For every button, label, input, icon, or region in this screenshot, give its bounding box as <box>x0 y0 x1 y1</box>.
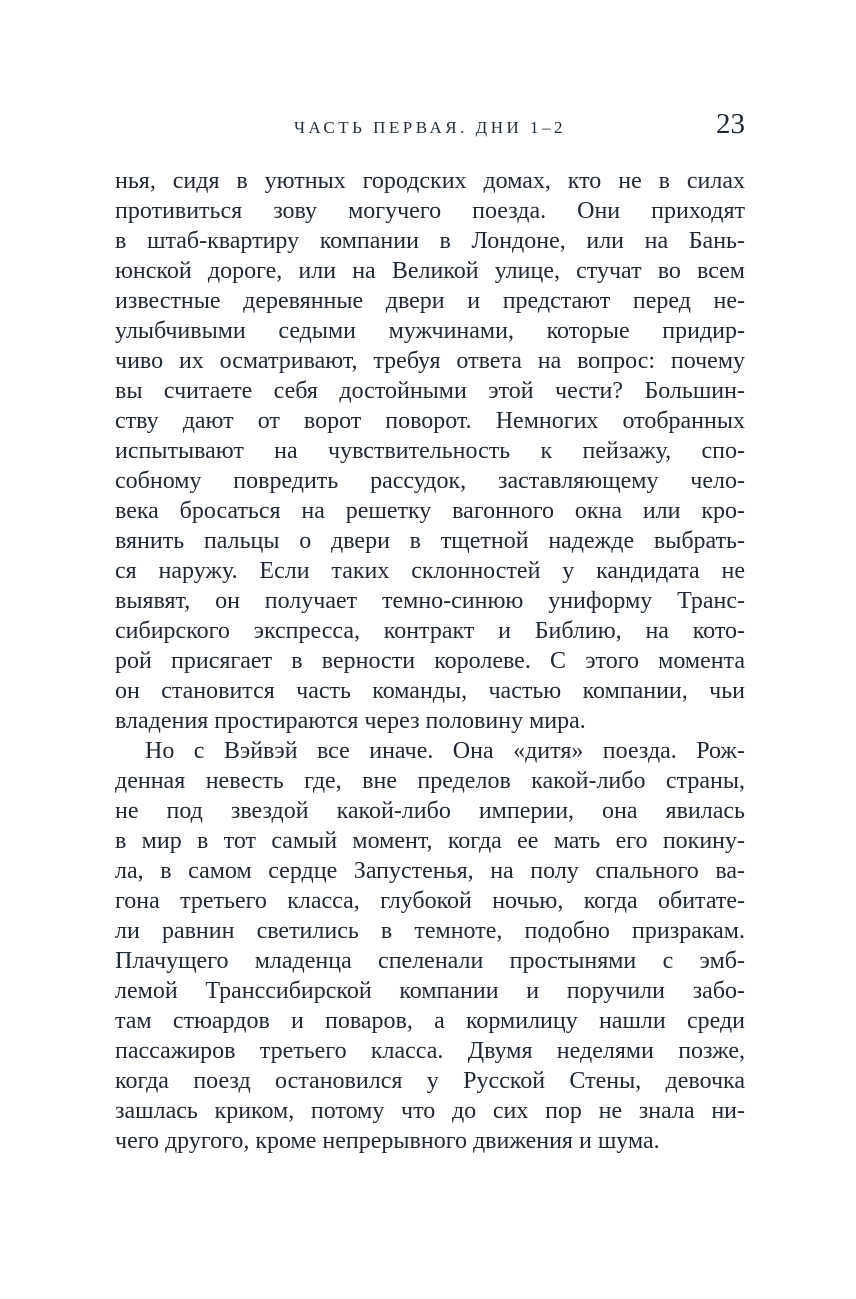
text-line: лемой Транссибирской компании и поручили забо- <box>115 978 745 1004</box>
text-line: гона третьего класса, глубокой ночью, когда обитате- <box>115 888 745 914</box>
text-line: собному повредить рассудок, заставляющему чело- <box>115 468 745 494</box>
text-line: вянить пальцы о двери в тщетной надежде выбрать- <box>115 528 745 554</box>
text-line: юнской дороге, или на Великой улице, стучат во всем <box>115 258 745 284</box>
running-header <box>115 108 745 144</box>
text-line: владения простираются через половину мира. <box>115 708 586 734</box>
text-line: рой присягает в верности королеве. С этого момента <box>115 648 745 674</box>
text-line: ли равнин светились в темноте, подобно призракам. <box>115 918 745 944</box>
text-line: известные деревянные двери и предстают перед не- <box>115 288 745 314</box>
text-line: чиво их осматривают, требуя ответа на вопрос: почему <box>115 348 745 374</box>
text-line: сибирского экспресса, контракт и Библию, на кото- <box>115 618 745 644</box>
text-line: там стюардов и поваров, а кормилицу нашли среди <box>115 1008 745 1034</box>
chapter-title: ЧАСТЬ ПЕРВАЯ. ДНИ 1–2 <box>293 118 567 137</box>
text-line: противиться зову могучего поезда. Они приходят <box>115 198 745 224</box>
page-number: 23 <box>716 108 745 140</box>
text-line: нья, сидя в уютных городских домах, кто не в силах <box>115 168 745 194</box>
text-line: денная невесть где, вне пределов какой-либо страны, <box>115 768 745 794</box>
text-line: чего другого, кроме непрерывного движения и шума. <box>115 1128 660 1154</box>
text-line: ся наружу. Если таких склонностей у кандидата не <box>115 558 745 584</box>
text-line: вы считаете себя достойными этой чести? Большин- <box>115 378 745 404</box>
text-line: ла, в самом сердце Запустенья, на полу спального ва- <box>115 858 745 884</box>
text-line: улыбчивыми седыми мужчинами, которые придир- <box>115 318 745 344</box>
text-line: ству дают от ворот поворот. Немногих отобранных <box>115 408 745 434</box>
body-text <box>115 166 745 1156</box>
text-line: в мир в тот самый момент, когда ее мать его покину- <box>115 828 745 854</box>
text-line: испытывают на чувствительность к пейзажу, спо- <box>115 438 745 464</box>
text-line: выявят, он получает темно-синюю униформу Транс- <box>115 588 745 614</box>
text-line: зашлась криком, потому что до сих пор не знала ни- <box>115 1098 745 1124</box>
text-line: когда поезд остановился у Русской Стены, девочка <box>115 1068 745 1094</box>
text-line: он становится часть команды, частью компании, чьи <box>115 678 745 704</box>
text-line: не под звездой какой-либо империи, она явилась <box>115 798 745 824</box>
text-line: в штаб-квартиру компании в Лондоне, или на Бань- <box>115 228 745 254</box>
text-line: века бросаться на решетку вагонного окна или кро- <box>115 498 745 524</box>
text-line: Плачущего младенца спеленали простынями с эмб- <box>115 948 745 974</box>
text-line: пассажиров третьего класса. Двумя неделями позже, <box>115 1038 745 1064</box>
text-line: Но с Вэйвэй все иначе. Она «дитя» поезда. Рож- <box>145 738 745 764</box>
